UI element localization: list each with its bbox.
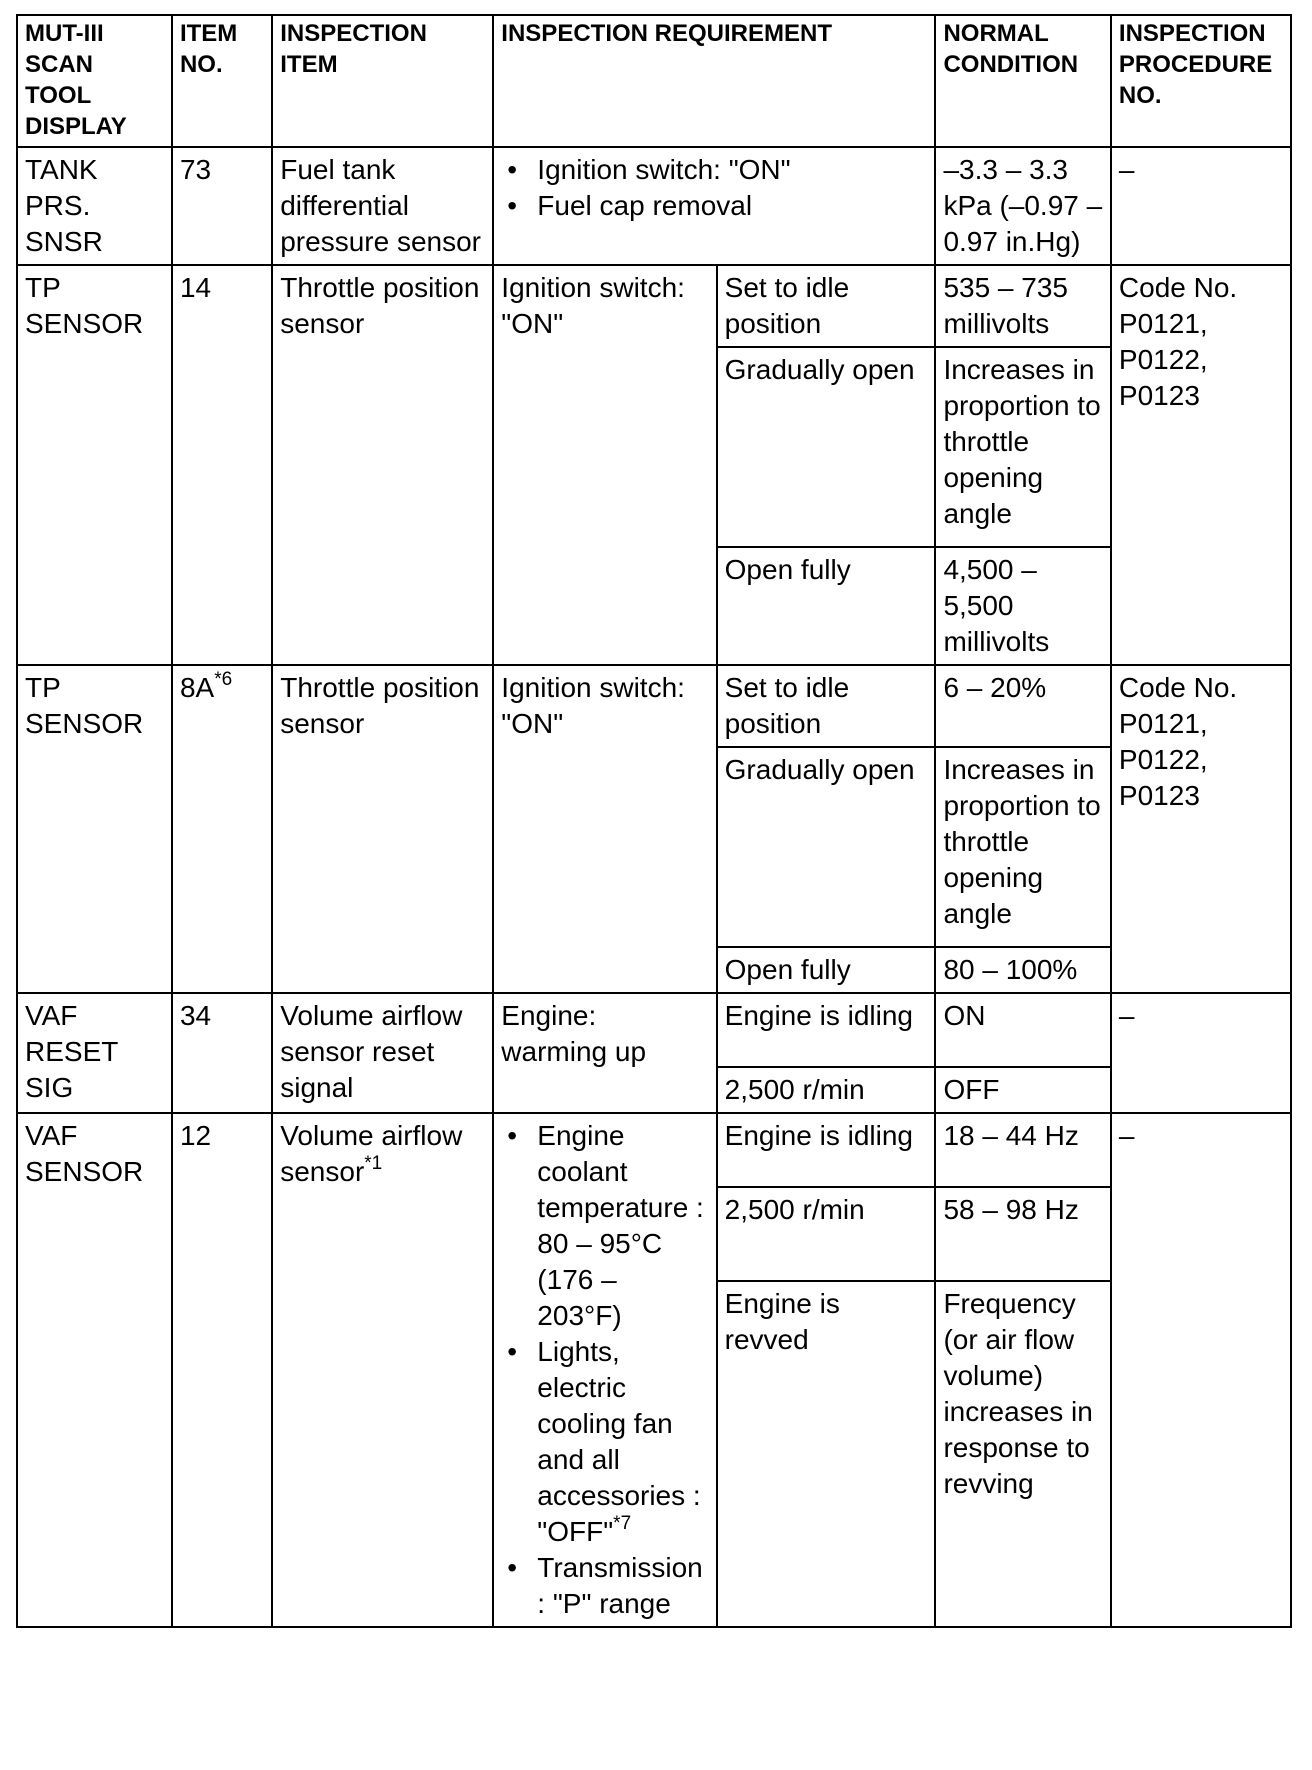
normal-condition-cell: 535 – 735 millivolts [935,265,1110,347]
inspection-procedure-cell: Code No. P0121, P0122, P0123 [1111,665,1291,993]
item-no-text: 8A [179,672,215,703]
requirement-list [501,152,927,224]
item-no-cell: 14 [172,265,272,665]
header-inspection-item: INSPECTION ITEM [272,15,493,147]
scan-tool-display-cell: TANK PRS. SNSR [17,147,172,265]
item-no-cell: 12 [172,1113,272,1627]
inspection-procedure-cell: Code No. P0121, P0122, P0123 [1111,265,1291,665]
scan-tool-display-cell: VAF SENSOR [17,1113,172,1627]
condition-cell: Open fully [717,547,936,665]
requirement-item: • Engine coolant temperature : 80 – 95°C (176 – 203°F) [537,1118,708,1334]
footnote-mark: *7 [613,1513,632,1534]
requirement-item: • Ignition switch: "ON" [537,152,927,188]
condition-cell: Gradually open [717,747,936,947]
footnote-mark: *6 [214,669,233,690]
normal-condition-cell: OFF [935,1067,1110,1113]
condition-cell: Engine is revved [717,1281,936,1627]
scan-tool-display-cell: VAF RESET SIG [17,993,172,1113]
inspection-item-cell: Throttle position sensor [272,265,493,665]
normal-condition-cell: Frequency (or air flow volume) increases in response to revving [935,1281,1110,1627]
condition-cell: 2,500 r/min [717,1187,936,1281]
requirement-item: • Transmission : "P" range [537,1550,708,1622]
inspection-requirement-cell: Engine: warming up [493,993,716,1113]
requirement-item: • Fuel cap removal [537,188,927,224]
footnote-mark: *1 [364,1153,383,1174]
inspection-requirement-cell [493,147,935,265]
table-row [17,265,1291,347]
header-row [17,15,1291,147]
condition-cell: Open fully [717,947,936,993]
normal-condition-cell: 80 – 100% [935,947,1110,993]
table-row [17,147,1291,265]
condition-cell: Set to idle position [717,265,936,347]
table-row [17,993,1291,1067]
inspection-procedure-cell: – [1111,993,1291,1113]
header-inspection-requirement: INSPECTION REQUIREMENT [493,15,935,147]
scan-tool-display-cell: TP SENSOR [17,265,172,665]
inspection-requirement-cell [493,1113,716,1627]
normal-condition-cell: ON [935,993,1110,1067]
item-no-cell: 34 [172,993,272,1113]
inspection-item-text: Volume airflow sensor [280,1120,463,1187]
inspection-table-page [16,14,1296,1628]
inspection-item-cell: Volume airflow sensor reset signal [272,993,493,1113]
table-row [17,665,1291,747]
table-row [17,1113,1291,1187]
item-no-cell [172,665,272,993]
inspection-table [16,14,1292,1628]
normal-condition-cell: –3.3 – 3.3 kPa (–0.97 – 0.97 in.Hg) [935,147,1110,265]
requirement-list [501,1118,708,1622]
item-no-cell: 73 [172,147,272,265]
condition-cell: Gradually open [717,347,936,547]
normal-condition-cell: 58 – 98 Hz [935,1187,1110,1281]
header-item-no: ITEM NO. [172,15,272,147]
header-inspection-procedure-no: INSPECTION PROCEDURE NO. [1111,15,1291,147]
condition-cell: Set to idle position [717,665,936,747]
requirement-text: Lights, electric cooling fan and all accessories : "OFF" [537,1336,701,1547]
normal-condition-cell: 6 – 20% [935,665,1110,747]
header-scan-tool-display: MUT-III SCAN TOOL DISPLAY [17,15,172,147]
inspection-procedure-cell: – [1111,1113,1291,1627]
normal-condition-cell: 18 – 44 Hz [935,1113,1110,1187]
inspection-item-cell: Fuel tank differential pressure sensor [272,147,493,265]
header-normal-condition: NORMAL CONDITION [935,15,1110,147]
inspection-item-cell [272,1113,493,1627]
normal-condition-cell: 4,500 – 5,500 millivolts [935,547,1110,665]
normal-condition-cell: Increases in proportion to throttle opening angle [935,347,1110,547]
condition-cell: Engine is idling [717,993,936,1067]
inspection-item-cell: Throttle position sensor [272,665,493,993]
inspection-procedure-cell: – [1111,147,1291,265]
condition-cell: Engine is idling [717,1113,936,1187]
inspection-requirement-cell: Ignition switch: "ON" [493,265,716,665]
requirement-item [537,1334,708,1550]
condition-cell: 2,500 r/min [717,1067,936,1113]
scan-tool-display-cell: TP SENSOR [17,665,172,993]
inspection-requirement-cell: Ignition switch: "ON" [493,665,716,993]
normal-condition-cell: Increases in proportion to throttle opening angle [935,747,1110,947]
